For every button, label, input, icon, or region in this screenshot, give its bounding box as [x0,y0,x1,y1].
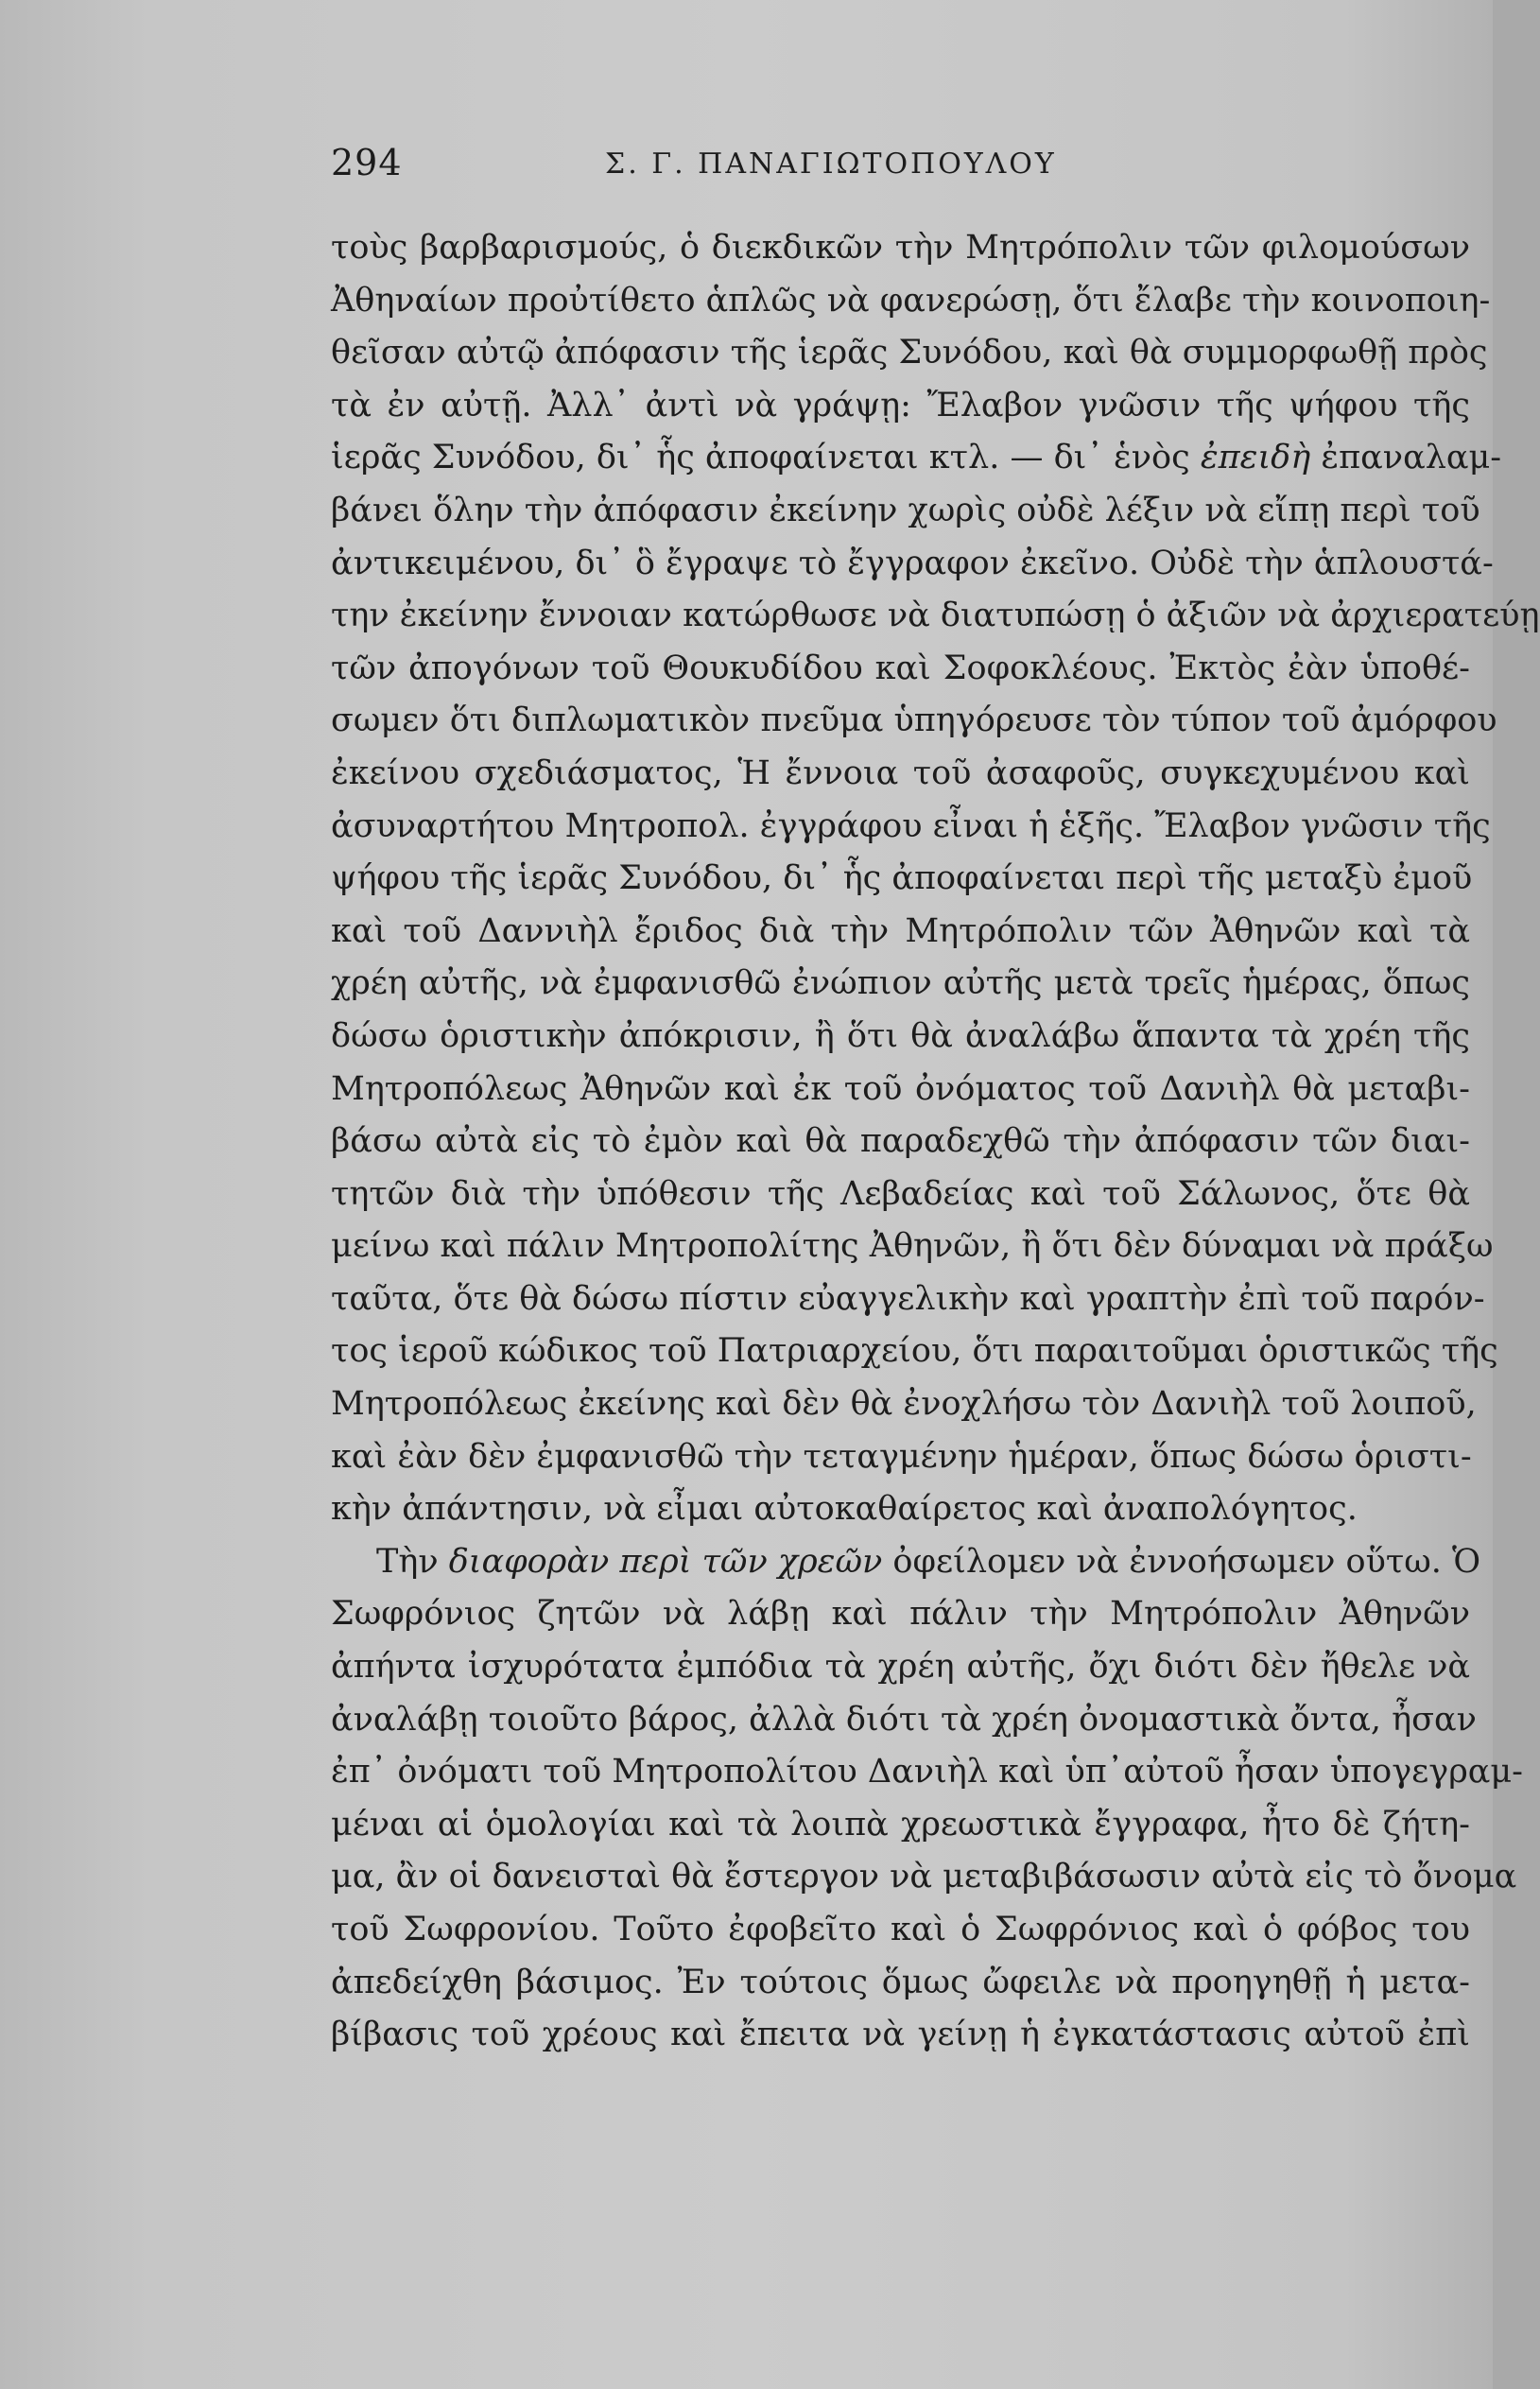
text-line: τῶν ἀπογόνων τοῦ Θουκυδίδου καὶ Σοφοκλέους. Ἐκτὸς ἐὰν ὑποθέ- [331,649,1470,687]
text-line: καὶ ἐὰν δὲν ἐμφανισθῶ τὴν τεταγμένην ἡμέραν, ὅπως δώσω ὁριστι- [331,1437,1472,1476]
text-line: ἀπήντα ἰσχυρότατα ἐμπόδια τὰ χρέη αὐτῆς, ὄχι διότι δὲν ἤθελε νὰ [331,1648,1470,1687]
text-line: ἀσυναρτήτου Μητροπολ. ἐγγράφου εἶναι ἡ ἑξῆς. Ἔλαβον γνῶσιν τῆς [331,806,1491,845]
text-line: μέναι αἱ ὁμολογίαι καὶ τὰ λοιπὰ χρεωστικὰ ἔγγραφα, ἦτο δὲ ζήτη- [331,1805,1470,1844]
text-line: Μητροπόλεως ἐκείνης καὶ δὲν θὰ ἐνοχλήσω τὸν Δανιὴλ τοῦ λοιποῦ, [331,1385,1477,1424]
text-line: τητῶν διὰ τὴν ὑπόθεσιν τῆς Λεβαδείας καὶ τοῦ Σάλωνος, ὅτε θὰ [331,1174,1470,1213]
text-line: ἀντικειμένου, δι᾽ ὃ ἔγραψε τὸ ἔγγραφον ἐκεῖνο. Οὐδὲ τὴν ἁπλουστά- [331,544,1494,582]
text-line: τοὺς βαρβαρισμούς, ὁ διεκδικῶν τὴν Μητρόπολιν τῶν φιλομούσων [331,229,1470,267]
italic-word: ἐπειδὴ [1200,439,1311,477]
text-line: δώσω ὁριστικὴν ἀπόκρισιν, ἢ ὅτι θὰ ἀναλάβω ἅπαντα τὰ χρέη τῆς [331,1016,1470,1055]
text-line: μείνω καὶ πάλιν Μητροπολίτης Ἀθηνῶν, ἢ ὅτι δὲν δύναμαι νὰ πράξω [331,1227,1494,1266]
text-line: Ἀθηναίων προὐτίθετο ἁπλῶς νὰ φανερώσῃ, ὅτι ἔλαβε τὴν κοινοποιη- [331,281,1491,320]
text-line: βάνει ὅλην τὴν ἀπόφασιν ἐκείνην χωρὶς οὐδὲ λέξιν νὰ εἴπῃ περὶ τοῦ [331,491,1480,529]
text-line: μα, ἂν οἱ δανεισταὶ θὰ ἔστεργον νὰ μεταβιβάσωσιν αὐτὰ εἰς τὸ ὄνομα [331,1858,1517,1896]
text-line: τὰ ἐν αὐτῇ. Ἀλλ᾽ ἀντὶ νὰ γράψῃ: Ἔλαβον γνῶσιν τῆς ψήφου τῆς [331,386,1470,424]
page-header [331,142,1182,199]
text-line: τος ἱεροῦ κώδικος τοῦ Πατριαρχείου, ὅτι παραιτοῦμαι ὁριστικῶς τῆς [331,1332,1498,1371]
text-line [331,432,1502,485]
text-line: σωμεν ὅτι διπλωματικὸν πνεῦμα ὑπηγόρευσε τὸν τύπον τοῦ ἀμόρφου [331,701,1497,740]
italic-phrase: διαφορὰν περὶ τῶν χρεῶν [448,1542,883,1581]
body-text [331,222,1540,2062]
text-line: Μητροπόλεως Ἀθηνῶν καὶ ἐκ τοῦ ὀνόματος τοῦ Δανιὴλ θὰ μεταβι- [331,1069,1470,1108]
text-line: βάσω αὐτὰ εἰς τὸ ἐμὸν καὶ θὰ παραδεχθῶ τὴν ἀπόφασιν τῶν διαι- [331,1122,1470,1161]
text-line: θεῖσαν αὐτῷ ἀπόφασιν τῆς ἱερᾶς Συνόδου, καὶ θὰ συμμορφωθῇ πρὸς [331,334,1488,372]
text-span: Τὴν [376,1542,439,1581]
text-line: χρέη αὐτῆς, νὰ ἐμφανισθῶ ἐνώπιον αὐτῆς μετὰ τρεῖς ἡμέρας, ὅπως [331,964,1470,1003]
text-span: ἐπαναλαμ- [1321,439,1502,477]
text-line: ἐπ᾽ ὀνόματι τοῦ Μητροπολίτου Δανιὴλ καὶ ὑπ᾽αὐτοῦ ἦσαν ὑπογεγραμ- [331,1753,1523,1792]
text-line: ἀναλάβῃ τοιοῦτο βάρος, ἀλλὰ διότι τὰ χρέη ὀνομαστικὰ ὄντα, ἦσαν [331,1700,1477,1739]
text-span: ἱερᾶς Συνόδου, δι᾽ ἧς ἀποφαίνεται κτλ. — δι᾽ ἑνὸς [331,439,1190,477]
running-head: Σ. Γ. ΠΑΝΑΓΙΩΤΟΠΟΥΛΟΥ [605,147,1057,181]
page-number: 294 [331,142,403,183]
text-line: ἀπεδείχθη βάσιμος. Ἐν τούτοις ὅμως ὤφειλε νὰ προηγηθῇ ἡ μετα- [331,1963,1470,2001]
text-line: κὴν ἀπάντησιν, νὰ εἶμαι αὐτοκαθαίρετος καὶ ἀναπολόγητος. [331,1490,1358,1529]
text-line: την ἐκείνην ἔννοιαν κατώρθωσε νὰ διατυπώσῃ ὁ ἀξιῶν νὰ ἀρχιερατεύῃ [331,597,1540,635]
text-line: καὶ τοῦ Δαννιὴλ ἔριδος διὰ τὴν Μητρόπολιν τῶν Ἀθηνῶν καὶ τὰ [331,911,1470,950]
text-line: ταῦτα, ὅτε θὰ δώσω πίστιν εὐαγγελικὴν καὶ γραπτὴν ἐπὶ τοῦ παρόν- [331,1279,1485,1318]
text-span: ὀφείλομεν νὰ ἐννοήσωμεν οὕτω. Ὁ [892,1542,1481,1581]
text-line: Σωφρόνιος ζητῶν νὰ λάβῃ καὶ πάλιν τὴν Μητρόπολιν Ἀθηνῶν [331,1595,1470,1634]
text-line: βίβασις τοῦ χρέους καὶ ἔπειτα νὰ γείνῃ ἡ ἐγκατάστασις αὐτοῦ ἐπὶ [331,2016,1470,2054]
text-line: τοῦ Σωφρονίου. Τοῦτο ἐφοβεῖτο καὶ ὁ Σωφρόνιος καὶ ὁ φόβος του [331,1911,1470,1948]
text-line: ψήφου τῆς ἱερᾶς Συνόδου, δι᾽ ἧς ἀποφαίνεται περὶ τῆς μεταξὺ ἐμοῦ [331,859,1473,898]
text-line [331,1536,1481,1589]
text-line: ἐκείνου σχεδιάσματος, Ἡ ἔννοια τοῦ ἀσαφοῦς, συγκεχυμένου καὶ [331,753,1470,792]
